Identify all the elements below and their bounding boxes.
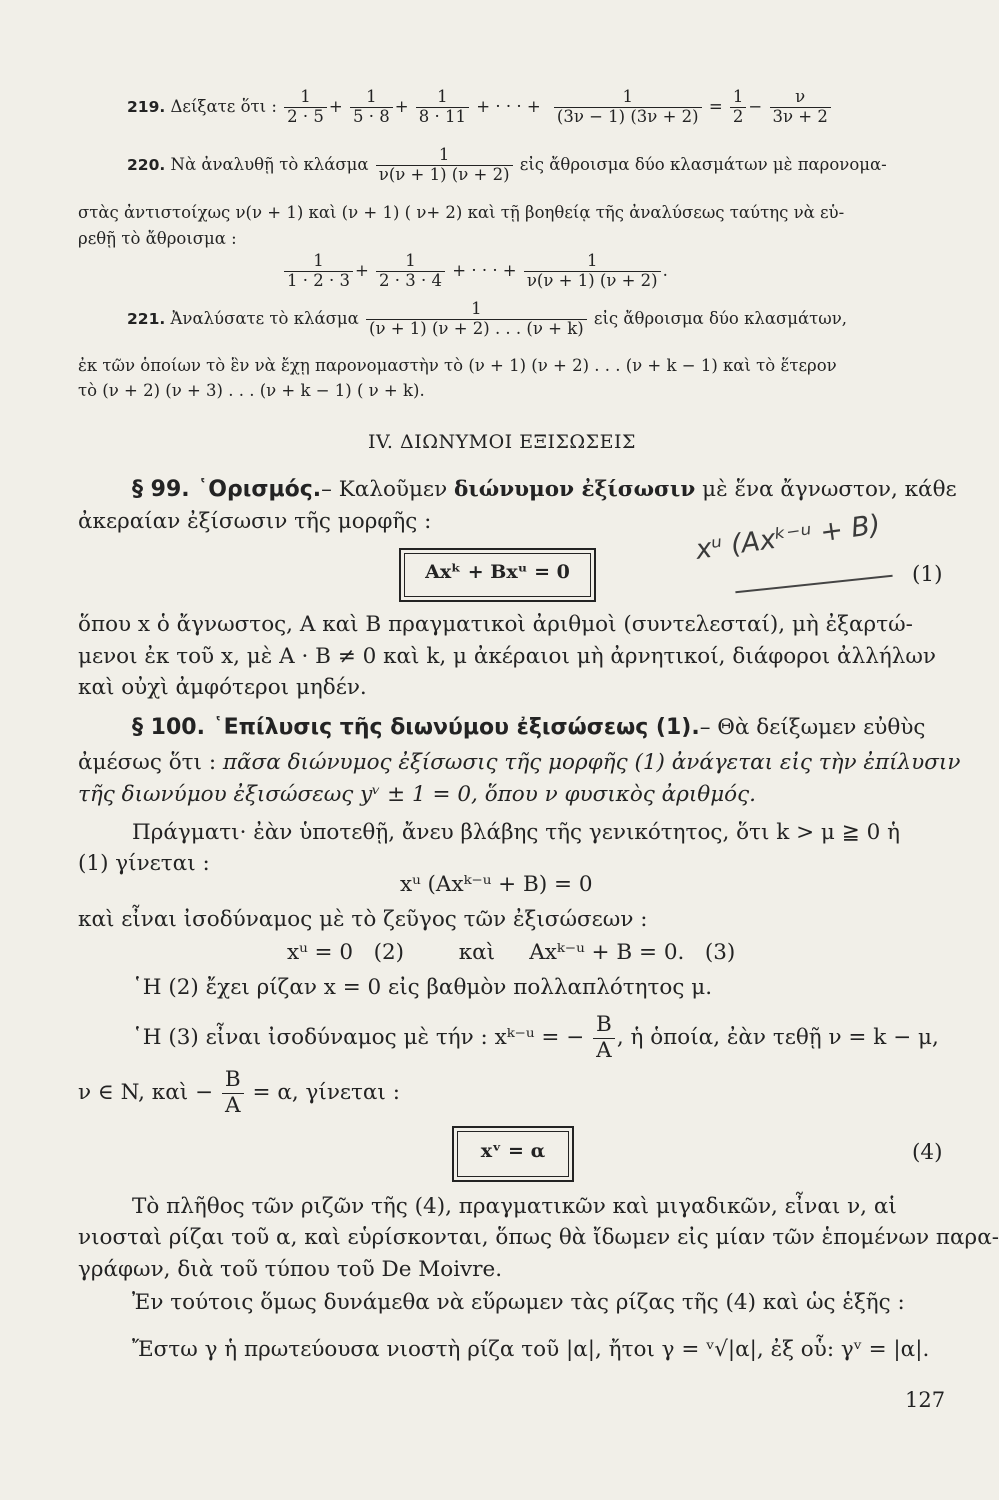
equals: = xyxy=(708,96,723,116)
fraction: $\frac{1}{(3\nu - 1) (3\nu + 2)}$ xyxy=(554,88,702,127)
section-99-p3: καὶ οὐχὶ ἀμφότεροι μηδέν. xyxy=(78,675,367,700)
section-100-line5: καὶ εἶναι ἰσοδύναμος μὲ τὸ ζεῦγος τῶν ἐξισώσεων : xyxy=(78,907,648,932)
handwritten-underline xyxy=(735,575,892,594)
equation-factored: xᵘ (Axᵏ⁻ᵘ + B) = 0 xyxy=(400,872,593,897)
exercise-number: 220. xyxy=(127,155,166,174)
section-100-line1: ἀμέσως ὅτι : πᾶσα διώνυμος ἐξίσωσις τῆς μορφῆς (1) ἀνάγεται εἰς τὴν ἐπίλυσιν xyxy=(78,750,961,775)
section-100-line7: ῾Η (3) εἶναι ἰσοδύναμος μὲ τήν : xᵏ⁻ᵘ = − $\frac{B}{A}$ , ἡ ὁποία, ἐὰν τεθῇ ν = k − μ, xyxy=(132,1012,939,1063)
fraction: $\frac{B}{A}$ xyxy=(593,1013,615,1063)
section-100-line10: νιοσταὶ ρίζαι τοῦ α, καὶ εὑρίσκονται, ὅπως θὰ ἴδωμεν εἰς μίαν τῶν ἑπομένων παρα- xyxy=(78,1225,999,1250)
fraction: $\frac{1}{5 \cdot 8}$ xyxy=(350,88,393,127)
formula: Axᵏ + Bxᵘ = 0 xyxy=(425,561,570,583)
page-number: 127 xyxy=(905,1388,946,1412)
section-99-line2: ἀκεραίαν ἐξίσωσιν τῆς μορφῆς : xyxy=(78,509,432,534)
exercise-221-line2: ἐκ τῶν ὁποίων τὸ ἓν νὰ ἔχῃ παρονομαστὴν τὸ (ν + 1) (ν + 2) . . . (ν + k − 1) καὶ τὸ ἕτερον xyxy=(78,356,837,375)
equation-number-1: (1) xyxy=(912,562,943,587)
fraction: $\frac{B}{A}$ xyxy=(222,1068,244,1118)
exercise-220 xyxy=(127,146,887,185)
formula: xᵛ = α xyxy=(480,1140,546,1162)
exercise-220-line2: στὰς ἀντιστοίχως ν(ν + 1) καὶ (ν + 1) ( ν+ 2) καὶ τῇ βοηθείᾳ τῆς ἀναλύσεως ταύτης νὰ εὑ- xyxy=(78,203,845,222)
exercise-number: 221. xyxy=(127,309,166,328)
exercise-text: εἰς ἄθροισμα δύο κλασμάτων, xyxy=(593,308,847,328)
equation-pair: xᵘ = 0 (2) καὶ Axᵏ⁻ᵘ + B = 0. (3) xyxy=(287,940,736,965)
fraction: $\frac{1}{\nu(\nu + 1) (\nu + 2)}$ xyxy=(524,252,661,291)
ellipsis: + · · · + xyxy=(452,260,517,280)
equation-number-4: (4) xyxy=(912,1140,943,1165)
ellipsis: + · · · + xyxy=(476,96,541,116)
exercise-220-line3: ρεθῇ τὸ ἄθροισμα : xyxy=(78,229,237,248)
chapter-title: IV. ΔΙΩΝΥΜΟΙ ΕΞΙΣΩΣΕΙΣ xyxy=(368,431,636,453)
section-title: § 99. ῾Ορισμός. xyxy=(132,477,322,502)
section-100-line3: Πράγματι· ἐὰν ὑποτεθῇ, ἄνευ βλάβης τῆς γενικότητος, ὅτι k > μ ≧ 0 ἡ xyxy=(132,820,900,845)
fraction: $\frac{1}{2 \cdot 3 \cdot 4}$ xyxy=(376,252,445,291)
fraction: $\frac{1}{1 \cdot 2 \cdot 3}$ xyxy=(284,252,353,291)
exercise-219: 219. Δείξατε ὅτι : $\frac{1}{2 \cdot 5}$ + $\frac{1}{5 \cdot 8}$ + $\frac{1}{8 \cdot 11}$ + · · · + $\frac{1}{(3\nu - 1) (3\nu + 2)}$ = $\frac{1}{2}$ − $\frac{\nu}{3\nu + 2}$ xyxy=(127,88,833,127)
section-100-line2: τῆς διωνύμου ἐξισώσεως yᵛ ± 1 = 0, ὅπου ν φυσικὸς ἀριθμός. xyxy=(78,782,757,807)
formula-box-4 xyxy=(452,1126,574,1182)
handwritten-annotation: xᵘ (Axᵏ⁻ᵘ + B) xyxy=(693,509,883,566)
exercise-221 xyxy=(127,300,847,339)
section-99-heading: § 99. ῾Ορισμός.– Καλοῦμεν διώνυμον ἐξίσωσιν μὲ ἕνα ἄγνωστον, κάθε xyxy=(132,477,957,502)
exercise-lead: Νὰ ἀναλυθῇ τὸ κλάσμα xyxy=(170,154,369,174)
exercise-text: εἰς ἄθροισμα δύο κλασμάτων μὲ παρονομα- xyxy=(519,154,887,174)
section-99-p1: ὅπου x ὁ ἄγνωστος, A καὶ B πραγματικοὶ ἀριθμοὶ (συντελεσταί), μὴ ἐξαρτώ- xyxy=(78,612,913,637)
section-100-line9: Τὸ πλῆθος τῶν ριζῶν τῆς (4), πραγματικῶν καὶ μιγαδικῶν, εἶναι ν, αἱ xyxy=(132,1194,897,1219)
exercise-221-line3: τὸ (ν + 2) (ν + 3) . . . (ν + k − 1) ( ν + k). xyxy=(78,381,425,400)
fraction: $\frac{1}{2}$ xyxy=(730,88,747,127)
section-99-p2: μενοι ἐκ τοῦ x, μὲ A · B ≠ 0 καὶ k, μ ἀκέραιοι μὴ ἀρνητικοί, διάφοροι ἀλλήλων xyxy=(78,644,936,669)
section-100-line4: (1) γίνεται : xyxy=(78,851,210,876)
section-100-line8: ν ∈ N, καὶ − $\frac{B}{A}$ = α, γίνεται : xyxy=(78,1067,400,1118)
defined-term: διώνυμον ἐξίσωσιν xyxy=(454,477,696,502)
exercise-lead: Δείξατε ὅτι : xyxy=(170,96,277,116)
fraction: $\frac{1}{(\nu + 1) (\nu + 2) . . . (\nu + k)}$ xyxy=(366,300,587,339)
section-100-line12: Ἐν τούτοις ὅμως δυνάμεθα νὰ εὕρωμεν τὰς ρίζας τῆς (4) καὶ ὡς ἑξῆς : xyxy=(132,1290,905,1315)
section-100-line11: γράφων, διὰ τοῦ τύπου τοῦ De Moivre. xyxy=(78,1257,503,1282)
section-100-heading: § 100. ῾Επίλυσις τῆς διωνύμου ἐξισώσεως (1).– Θὰ δείξωμεν εὐθὺς xyxy=(132,715,926,740)
formula-box-1 xyxy=(399,548,596,602)
fraction: $\frac{1}{8 \cdot 11}$ xyxy=(416,88,469,127)
section-100-line13: Ἔστω γ ἡ πρωτεύουσα νιοστὴ ρίζα τοῦ |α|, ἤτοι γ = ᵛ√|α|, ἐξ οὗ: γᵛ = |α|. xyxy=(132,1337,930,1362)
exercise-220-sum: $\frac{1}{1 \cdot 2 \cdot 3}$ + $\frac{1}{2 \cdot 3 \cdot 4}$ + · · · + $\frac{1}{\nu(\nu + 1) (\nu + 2)}$ . xyxy=(282,252,668,291)
fraction: $\frac{1}{\nu(\nu + 1) (\nu + 2)}$ xyxy=(376,146,513,185)
section-100-line6: ῾Η (2) ἔχει ρίζαν x = 0 εἰς βαθμὸν πολλαπλότητος μ. xyxy=(132,975,713,1000)
exercise-lead: Ἀναλύσατε τὸ κλάσμα xyxy=(170,308,359,328)
exercise-number: 219. xyxy=(127,97,166,116)
fraction: $\frac{1}{2 \cdot 5}$ xyxy=(284,88,327,127)
fraction: $\frac{\nu}{3\nu + 2}$ xyxy=(770,88,831,127)
section-title: § 100. ῾Επίλυσις τῆς διωνύμου ἐξισώσεως (1). xyxy=(132,715,700,740)
